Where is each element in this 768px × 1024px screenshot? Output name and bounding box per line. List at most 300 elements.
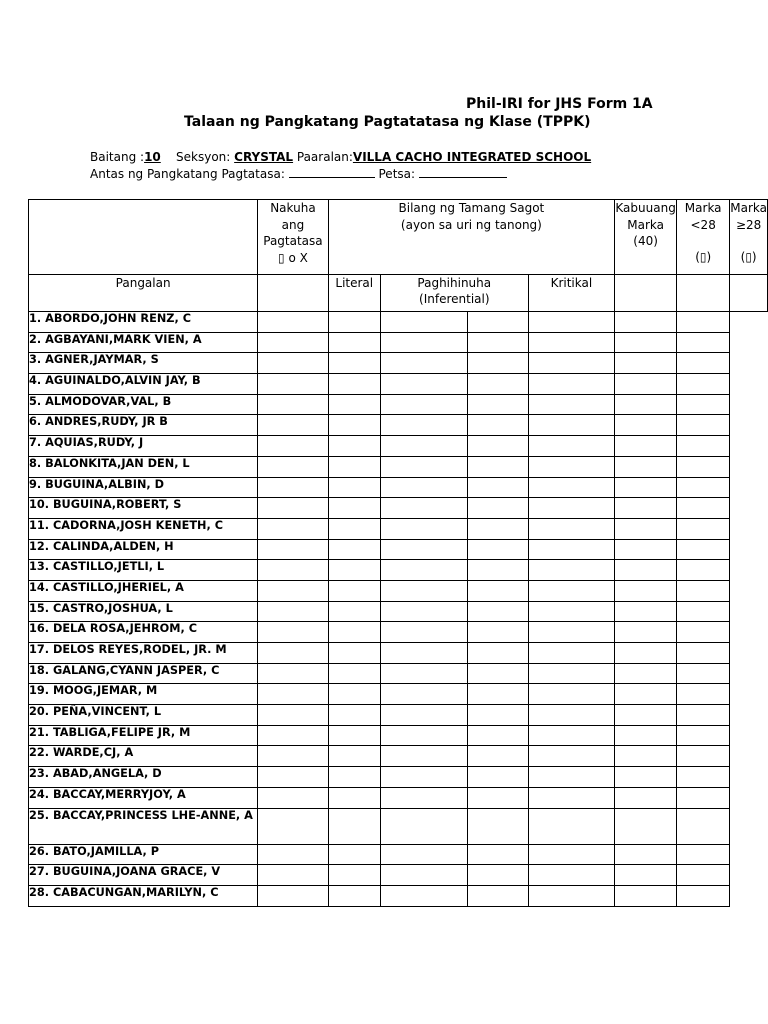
kritikal-cell[interactable] xyxy=(468,725,528,746)
header-empty-cell xyxy=(615,275,677,312)
marka-below-28-cell[interactable] xyxy=(615,885,677,906)
student-name: 25. BACCAY,PRINCESS LHE-ANNE, A xyxy=(29,808,258,844)
paghihinuha-cell[interactable] xyxy=(380,498,468,519)
tppk-table xyxy=(28,199,768,907)
student-row xyxy=(29,560,768,581)
nakuha-cell[interactable] xyxy=(258,560,328,581)
header-line: ▯ o X xyxy=(278,250,308,265)
header-row-1 xyxy=(29,200,768,275)
header-line xyxy=(730,233,767,249)
marka-at-least-28-cell[interactable] xyxy=(677,844,730,865)
kritikal-cell[interactable] xyxy=(468,353,528,374)
header-kabuuang xyxy=(615,200,677,275)
header-paghihinuha xyxy=(380,275,528,312)
literal-cell[interactable] xyxy=(328,808,380,844)
student-name: 9. BUGUINA,ALBIN, D xyxy=(29,477,258,498)
student-name: 10. BUGUINA,ROBERT, S xyxy=(29,498,258,519)
literal-cell[interactable] xyxy=(328,746,380,767)
student-name: 14. CASTILLO,JHERIEL, A xyxy=(29,580,258,601)
literal-cell[interactable] xyxy=(328,498,380,519)
header-empty-cell xyxy=(730,275,768,312)
student-row xyxy=(29,456,768,477)
kabuuang-cell[interactable] xyxy=(528,415,614,436)
kritikal-cell[interactable] xyxy=(468,498,528,519)
paghihinuha-cell[interactable] xyxy=(380,436,468,457)
nakuha-cell[interactable] xyxy=(258,312,328,333)
student-row xyxy=(29,865,768,886)
baitang-value: 10 xyxy=(144,150,161,164)
student-row xyxy=(29,808,768,844)
literal-cell[interactable] xyxy=(328,394,380,415)
kritikal-cell[interactable] xyxy=(468,415,528,436)
marka-below-28-cell[interactable] xyxy=(615,663,677,684)
student-row xyxy=(29,746,768,767)
literal-cell[interactable] xyxy=(328,767,380,788)
paghihinuha-cell[interactable] xyxy=(380,518,468,539)
student-row xyxy=(29,601,768,622)
petsa-label: Petsa: xyxy=(374,167,419,181)
paghihinuha-cell[interactable] xyxy=(380,885,468,906)
marka-below-28-cell[interactable] xyxy=(615,580,677,601)
header-line: (▯) xyxy=(740,250,757,264)
kritikal-cell[interactable] xyxy=(468,746,528,767)
header-line: Paghihinuha xyxy=(417,276,492,290)
marka-at-least-28-cell[interactable] xyxy=(677,865,730,886)
literal-cell[interactable] xyxy=(328,436,380,457)
header-line: (Inferential) xyxy=(419,292,490,306)
kritikal-cell[interactable] xyxy=(468,477,528,498)
marka-below-28-cell[interactable] xyxy=(615,332,677,353)
literal-cell[interactable] xyxy=(328,580,380,601)
nakuha-cell[interactable] xyxy=(258,539,328,560)
kritikal-cell[interactable] xyxy=(468,601,528,622)
header-line: (ayon sa uri ng tanong) xyxy=(400,217,542,232)
marka-at-least-28-cell[interactable] xyxy=(677,353,730,374)
header-line: Pagtatasa xyxy=(263,234,323,248)
paghihinuha-cell[interactable] xyxy=(380,456,468,477)
header-line: <28 xyxy=(690,217,716,232)
header-blank-cell xyxy=(29,200,258,275)
header-line: Marka xyxy=(627,217,664,232)
kabuuang-cell[interactable] xyxy=(528,663,614,684)
kabuuang-cell[interactable] xyxy=(528,477,614,498)
literal-cell[interactable] xyxy=(328,518,380,539)
nakuha-cell[interactable] xyxy=(258,332,328,353)
marka-below-28-cell[interactable] xyxy=(615,725,677,746)
literal-cell[interactable] xyxy=(328,885,380,906)
student-name: 6. ANDRES,RUDY, JR B xyxy=(29,415,258,436)
kritikal-cell[interactable] xyxy=(468,663,528,684)
marka-at-least-28-cell[interactable] xyxy=(677,477,730,498)
info-line-2 xyxy=(90,167,507,181)
kritikal-cell[interactable] xyxy=(468,312,528,333)
student-row xyxy=(29,885,768,906)
marka-at-least-28-cell[interactable] xyxy=(677,808,730,844)
student-row xyxy=(29,436,768,457)
student-name: 23. ABAD,ANGELA, D xyxy=(29,767,258,788)
paghihinuha-cell[interactable] xyxy=(380,580,468,601)
student-name: 28. CABACUNGAN,MARILYN, C xyxy=(29,885,258,906)
paghihinuha-cell[interactable] xyxy=(380,684,468,705)
marka-below-28-cell[interactable] xyxy=(615,643,677,664)
marka-below-28-cell[interactable] xyxy=(615,394,677,415)
marka-at-least-28-cell[interactable] xyxy=(677,518,730,539)
kritikal-cell[interactable] xyxy=(468,394,528,415)
kabuuang-cell[interactable] xyxy=(528,622,614,643)
paghihinuha-cell[interactable] xyxy=(380,705,468,726)
kabuuang-cell[interactable] xyxy=(528,725,614,746)
marka-below-28-cell[interactable] xyxy=(615,456,677,477)
student-name: 12. CALINDA,ALDEN, H xyxy=(29,539,258,560)
nakuha-cell[interactable] xyxy=(258,865,328,886)
nakuha-cell[interactable] xyxy=(258,808,328,844)
kritikal-cell[interactable] xyxy=(468,374,528,395)
kabuuang-cell[interactable] xyxy=(528,560,614,581)
paghihinuha-cell[interactable] xyxy=(380,808,468,844)
kritikal-cell[interactable] xyxy=(468,436,528,457)
kabuuang-cell[interactable] xyxy=(528,808,614,844)
nakuha-cell[interactable] xyxy=(258,885,328,906)
nakuha-cell[interactable] xyxy=(258,477,328,498)
student-row xyxy=(29,353,768,374)
marka-at-least-28-cell[interactable] xyxy=(677,787,730,808)
kritikal-cell[interactable] xyxy=(468,808,528,844)
student-row xyxy=(29,374,768,395)
marka-below-28-cell[interactable] xyxy=(615,498,677,519)
kritikal-cell[interactable] xyxy=(468,332,528,353)
student-name: 8. BALONKITA,JAN DEN, L xyxy=(29,456,258,477)
student-row xyxy=(29,787,768,808)
kabuuang-cell[interactable] xyxy=(528,844,614,865)
header-nakuha xyxy=(258,200,328,275)
student-row xyxy=(29,580,768,601)
literal-cell[interactable] xyxy=(328,643,380,664)
marka-at-least-28-cell[interactable] xyxy=(677,580,730,601)
nakuha-cell[interactable] xyxy=(258,705,328,726)
paghihinuha-cell[interactable] xyxy=(380,415,468,436)
literal-cell[interactable] xyxy=(328,787,380,808)
baitang-label: Baitang : xyxy=(90,150,145,164)
marka-at-least-28-cell[interactable] xyxy=(677,746,730,767)
student-name: 26. BATO,JAMILLA, P xyxy=(29,844,258,865)
student-name: 4. AGUINALDO,ALVIN JAY, B xyxy=(29,374,258,395)
marka-at-least-28-cell[interactable] xyxy=(677,601,730,622)
paaralan-label: Paaralan: xyxy=(293,150,353,164)
marka-at-least-28-cell[interactable] xyxy=(677,312,730,333)
student-row xyxy=(29,539,768,560)
header-empty-cell xyxy=(258,275,328,312)
kritikal-cell[interactable] xyxy=(468,705,528,726)
marka-at-least-28-cell[interactable] xyxy=(677,394,730,415)
literal-cell[interactable] xyxy=(328,415,380,436)
kabuuang-cell[interactable] xyxy=(528,787,614,808)
header-line: Marka xyxy=(684,201,722,215)
marka-at-least-28-cell[interactable] xyxy=(677,767,730,788)
paghihinuha-cell[interactable] xyxy=(380,374,468,395)
header-line xyxy=(677,233,729,249)
kritikal-cell[interactable] xyxy=(468,580,528,601)
form-title: Talaan ng Pangkatang Pagtatatasa ng Klase (TPPK) xyxy=(184,114,591,130)
student-name: 19. MOOG,JEMAR, M xyxy=(29,684,258,705)
literal-cell[interactable] xyxy=(328,374,380,395)
literal-cell[interactable] xyxy=(328,622,380,643)
header-marka-below-28 xyxy=(677,200,730,275)
kabuuang-cell[interactable] xyxy=(528,518,614,539)
literal-cell[interactable] xyxy=(328,601,380,622)
marka-below-28-cell[interactable] xyxy=(615,477,677,498)
kritikal-cell[interactable] xyxy=(468,539,528,560)
marka-at-least-28-cell[interactable] xyxy=(677,415,730,436)
header-line: (▯) xyxy=(695,250,712,264)
antas-blank-line[interactable] xyxy=(289,167,375,178)
nakuha-cell[interactable] xyxy=(258,518,328,539)
nakuha-cell[interactable] xyxy=(258,374,328,395)
student-row xyxy=(29,705,768,726)
marka-at-least-28-cell[interactable] xyxy=(677,560,730,581)
header-line: Nakuha xyxy=(270,201,316,215)
student-name: 5. ALMODOVAR,VAL, B xyxy=(29,394,258,415)
kabuuang-cell[interactable] xyxy=(528,643,614,664)
marka-below-28-cell[interactable] xyxy=(615,787,677,808)
header-line: ≥28 xyxy=(735,217,762,232)
header-kritikal: Kritikal xyxy=(528,275,614,312)
student-row xyxy=(29,477,768,498)
student-name: 11. CADORNA,JOSH KENETH, C xyxy=(29,518,258,539)
header-line: ang xyxy=(281,217,305,232)
student-row xyxy=(29,663,768,684)
header-marka-at-least-28 xyxy=(730,200,768,275)
student-row xyxy=(29,767,768,788)
kabuuang-cell[interactable] xyxy=(528,312,614,333)
nakuha-cell[interactable] xyxy=(258,580,328,601)
marka-below-28-cell[interactable] xyxy=(615,560,677,581)
marka-below-28-cell[interactable] xyxy=(615,539,677,560)
student-name: 21. TABLIGA,FELIPE JR, M xyxy=(29,725,258,746)
literal-cell[interactable] xyxy=(328,312,380,333)
student-name: 15. CASTRO,JOSHUA, L xyxy=(29,601,258,622)
paghihinuha-cell[interactable] xyxy=(380,746,468,767)
kabuuang-cell[interactable] xyxy=(528,498,614,519)
marka-at-least-28-cell[interactable] xyxy=(677,622,730,643)
student-name: 18. GALANG,CYANN JASPER, C xyxy=(29,663,258,684)
student-row xyxy=(29,332,768,353)
marka-at-least-28-cell[interactable] xyxy=(677,456,730,477)
literal-cell[interactable] xyxy=(328,332,380,353)
marka-at-least-28-cell[interactable] xyxy=(677,643,730,664)
kabuuang-cell[interactable] xyxy=(528,539,614,560)
marka-at-least-28-cell[interactable] xyxy=(677,498,730,519)
paghihinuha-cell[interactable] xyxy=(380,844,468,865)
kabuuang-cell[interactable] xyxy=(528,705,614,726)
student-name: 13. CASTILLO,JETLI, L xyxy=(29,560,258,581)
kabuuang-cell[interactable] xyxy=(528,436,614,457)
seksyon-label: Seksyon: xyxy=(176,150,235,164)
literal-cell[interactable] xyxy=(328,705,380,726)
kritikal-cell[interactable] xyxy=(468,684,528,705)
nakuha-cell[interactable] xyxy=(258,746,328,767)
literal-cell[interactable] xyxy=(328,560,380,581)
info-line-1 xyxy=(90,150,591,164)
literal-cell[interactable] xyxy=(328,539,380,560)
seksyon-value: CRYSTAL xyxy=(234,150,294,164)
marka-below-28-cell[interactable] xyxy=(615,312,677,333)
literal-cell[interactable] xyxy=(328,684,380,705)
paghihinuha-cell[interactable] xyxy=(380,865,468,886)
paghihinuha-cell[interactable] xyxy=(380,560,468,581)
paghihinuha-cell[interactable] xyxy=(380,663,468,684)
marka-below-28-cell[interactable] xyxy=(615,767,677,788)
marka-below-28-cell[interactable] xyxy=(615,865,677,886)
paghihinuha-cell[interactable] xyxy=(380,477,468,498)
marka-at-least-28-cell[interactable] xyxy=(677,436,730,457)
student-row xyxy=(29,394,768,415)
nakuha-cell[interactable] xyxy=(258,498,328,519)
student-row xyxy=(29,725,768,746)
header-line: Kabuuang xyxy=(615,201,676,215)
paghihinuha-cell[interactable] xyxy=(380,601,468,622)
nakuha-cell[interactable] xyxy=(258,725,328,746)
kabuuang-cell[interactable] xyxy=(528,353,614,374)
kabuuang-cell[interactable] xyxy=(528,374,614,395)
paghihinuha-cell[interactable] xyxy=(380,787,468,808)
paaralan-value: VILLA CACHO INTEGRATED SCHOOL xyxy=(352,150,592,164)
nakuha-cell[interactable] xyxy=(258,787,328,808)
kabuuang-cell[interactable] xyxy=(528,865,614,886)
marka-at-least-28-cell[interactable] xyxy=(677,663,730,684)
student-row xyxy=(29,518,768,539)
paghihinuha-cell[interactable] xyxy=(380,622,468,643)
literal-cell[interactable] xyxy=(328,725,380,746)
kabuuang-cell[interactable] xyxy=(528,767,614,788)
literal-cell[interactable] xyxy=(328,663,380,684)
literal-cell[interactable] xyxy=(328,456,380,477)
antas-label: Antas ng Pangkatang Pagtatasa: xyxy=(90,167,289,181)
student-row xyxy=(29,312,768,333)
student-name: 22. WARDE,CJ, A xyxy=(29,746,258,767)
paghihinuha-cell[interactable] xyxy=(380,725,468,746)
marka-below-28-cell[interactable] xyxy=(615,808,677,844)
kritikal-cell[interactable] xyxy=(468,518,528,539)
marka-below-28-cell[interactable] xyxy=(615,844,677,865)
literal-cell[interactable] xyxy=(328,865,380,886)
nakuha-cell[interactable] xyxy=(258,353,328,374)
header-line: Bilang ng Tamang Sagot xyxy=(398,201,545,215)
header-literal: Literal xyxy=(328,275,380,312)
kritikal-cell[interactable] xyxy=(468,767,528,788)
marka-at-least-28-cell[interactable] xyxy=(677,374,730,395)
kritikal-cell[interactable] xyxy=(468,885,528,906)
marka-at-least-28-cell[interactable] xyxy=(677,684,730,705)
student-name: 17. DELOS REYES,RODEL, JR. M xyxy=(29,643,258,664)
marka-below-28-cell[interactable] xyxy=(615,601,677,622)
student-row xyxy=(29,498,768,519)
header-row-2 xyxy=(29,275,768,312)
student-row xyxy=(29,622,768,643)
paghihinuha-cell[interactable] xyxy=(380,353,468,374)
nakuha-cell[interactable] xyxy=(258,622,328,643)
kritikal-cell[interactable] xyxy=(468,456,528,477)
kabuuang-cell[interactable] xyxy=(528,601,614,622)
header-pangalan: Pangalan xyxy=(29,275,258,312)
student-row xyxy=(29,643,768,664)
student-name: 7. AQUIAS,RUDY, J xyxy=(29,436,258,457)
kabuuang-cell[interactable] xyxy=(528,885,614,906)
student-name: 3. AGNER,JAYMAR, S xyxy=(29,353,258,374)
header-empty-cell xyxy=(677,275,730,312)
student-name: 27. BUGUINA,JOANA GRACE, V xyxy=(29,865,258,886)
nakuha-cell[interactable] xyxy=(258,456,328,477)
kabuuang-cell[interactable] xyxy=(528,394,614,415)
petsa-blank-line[interactable] xyxy=(419,167,507,178)
header-bilang xyxy=(328,200,614,275)
kabuuang-cell[interactable] xyxy=(528,746,614,767)
paghihinuha-cell[interactable] xyxy=(380,312,468,333)
kritikal-cell[interactable] xyxy=(468,643,528,664)
marka-below-28-cell[interactable] xyxy=(615,436,677,457)
nakuha-cell[interactable] xyxy=(258,643,328,664)
nakuha-cell[interactable] xyxy=(258,663,328,684)
kritikal-cell[interactable] xyxy=(468,787,528,808)
marka-below-28-cell[interactable] xyxy=(615,705,677,726)
nakuha-cell[interactable] xyxy=(258,767,328,788)
kabuuang-cell[interactable] xyxy=(528,580,614,601)
kritikal-cell[interactable] xyxy=(468,844,528,865)
paghihinuha-cell[interactable] xyxy=(380,332,468,353)
header-line: (40) xyxy=(633,234,658,248)
kritikal-cell[interactable] xyxy=(468,622,528,643)
header-line: Marka xyxy=(730,201,767,215)
paghihinuha-cell[interactable] xyxy=(380,539,468,560)
form-code: Phil-IRI for JHS Form 1A xyxy=(466,96,653,112)
marka-at-least-28-cell[interactable] xyxy=(677,725,730,746)
nakuha-cell[interactable] xyxy=(258,684,328,705)
kritikal-cell[interactable] xyxy=(468,865,528,886)
paghihinuha-cell[interactable] xyxy=(380,767,468,788)
kabuuang-cell[interactable] xyxy=(528,684,614,705)
student-row xyxy=(29,844,768,865)
nakuha-cell[interactable] xyxy=(258,415,328,436)
marka-below-28-cell[interactable] xyxy=(615,518,677,539)
literal-cell[interactable] xyxy=(328,353,380,374)
student-name: 1. ABORDO,JOHN RENZ, C xyxy=(29,312,258,333)
student-name: 16. DELA ROSA,JEHROM, C xyxy=(29,622,258,643)
nakuha-cell[interactable] xyxy=(258,436,328,457)
paghihinuha-cell[interactable] xyxy=(380,394,468,415)
marka-at-least-28-cell[interactable] xyxy=(677,705,730,726)
marka-below-28-cell[interactable] xyxy=(615,415,677,436)
kabuuang-cell[interactable] xyxy=(528,456,614,477)
kabuuang-cell[interactable] xyxy=(528,332,614,353)
marka-below-28-cell[interactable] xyxy=(615,746,677,767)
marka-at-least-28-cell[interactable] xyxy=(677,539,730,560)
nakuha-cell[interactable] xyxy=(258,844,328,865)
marka-below-28-cell[interactable] xyxy=(615,622,677,643)
student-row xyxy=(29,684,768,705)
marka-below-28-cell[interactable] xyxy=(615,684,677,705)
nakuha-cell[interactable] xyxy=(258,394,328,415)
marka-below-28-cell[interactable] xyxy=(615,353,677,374)
marka-below-28-cell[interactable] xyxy=(615,374,677,395)
kritikal-cell[interactable] xyxy=(468,560,528,581)
marka-at-least-28-cell[interactable] xyxy=(677,885,730,906)
nakuha-cell[interactable] xyxy=(258,601,328,622)
literal-cell[interactable] xyxy=(328,477,380,498)
student-row xyxy=(29,415,768,436)
literal-cell[interactable] xyxy=(328,844,380,865)
marka-at-least-28-cell[interactable] xyxy=(677,332,730,353)
student-name: 2. AGBAYANI,MARK VIEN, A xyxy=(29,332,258,353)
paghihinuha-cell[interactable] xyxy=(380,643,468,664)
